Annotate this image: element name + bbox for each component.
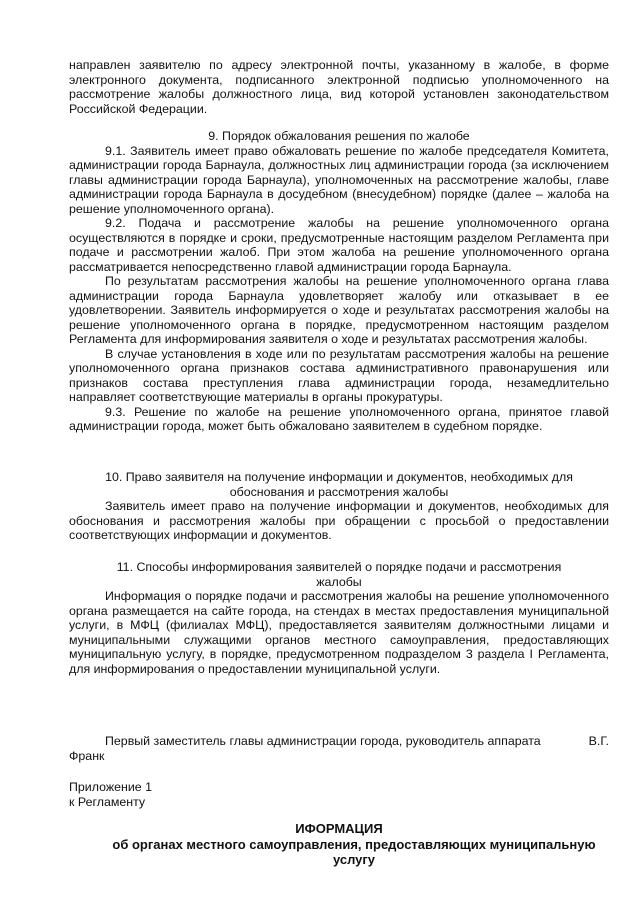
info-subtitle: об органах местного самоуправления, предоставляющих муниципальную услугу <box>112 836 596 867</box>
signature-position: Первый заместитель главы администрации города, руководитель аппарата <box>105 734 541 748</box>
section-9-paragraph-1: 9.1. Заявитель имеет право обжаловать решение по жалобе председателя Комитета, администрации города Барнаула, должностных лиц администрации города (за исключением главы администрации города Барнаула), уполномоченных на рассмотрение жалобы, главе администрации города Барнаула в досудебном (внесудебном) порядке (далее – жалоба на решение уполномоченного органа). <box>69 143 609 216</box>
section-9-paragraph-3: По результатам рассмотрения жалобы на решение уполномоченного органа глава администрации города Барнаула удовлетворяет жалобу или отказывает в ее удовлетворении. Заявитель информируется о ходе и результатах рассмотрения жалобы на решение уполномоченного органа в порядке, предусмотренном настоящим разделом Регламента для информирования заявителя о ходе и результатах рассмотрения жалобы. <box>69 274 609 346</box>
info-block <box>69 822 609 867</box>
signature-surname: Франк <box>69 748 105 763</box>
appendix-line-1: Приложение 1 <box>69 780 153 794</box>
section-9-title: 9. Порядок обжалования решения по жалобе <box>208 129 470 143</box>
section-10 <box>69 470 609 543</box>
section-11-paragraph-1: Информация о порядке подачи и рассмотрения жалобы на решение уполномоченного органа размещается на сайте города, на стендах в местах предоставления муниципальной услуги, в МФЦ (филиалах МФЦ), предоставляется заявителям должностными лицами и муниципальными служащими органов местного самоуправления, предоставляющих муниципальную услугу, в порядке, предусмотренном подразделом 3 раздела I Регламента, для информирования о предоставлении муниципальной услуги. <box>69 589 609 676</box>
appendix-block <box>69 780 609 809</box>
intro-paragraph: направлен заявителю по адресу электронной почты, указанному в жалобе, в форме электронного документа, подписанного электронной подписью уполномоченного на рассмотрение жалобы должностного лица, вид которой установлен законодательством Российской Федерации. <box>69 58 609 116</box>
section-9-paragraph-4: В случае установления в ходе или по результатам рассмотрения жалобы на решение уполномоченного органа признаков состава административного правонарушения или признаков состава преступления глава администрации города, незамедлительно направляет соответствующие материалы в органы прокуратуры. <box>69 346 609 404</box>
section-11-title: 11. Способы информирования заявителей о порядке подачи и рассмотрения жалобы <box>116 560 562 589</box>
signature-line <box>69 734 609 749</box>
signature-initials: В.Г. <box>588 734 609 748</box>
appendix-line-2: к Регламенту <box>69 794 146 809</box>
signature-block <box>69 734 609 763</box>
section-10-title: 10. Право заявителя на получение информации и документов, необходимых для обоснования и рассмотрения жалобы <box>105 470 573 499</box>
section-11 <box>69 560 609 676</box>
section-10-paragraph-1: Заявитель имеет право на получение информации и документов, необходимых для обоснования и рассмотрения жалобы при обращении с просьбой о предоставлении соответствующих информации и документов. <box>69 499 609 542</box>
info-heading: ИФОРМАЦИЯ <box>295 821 383 836</box>
section-9-paragraph-5: 9.3. Решение по жалобе на решение уполномоченного органа, принятое главой администрации города, может быть обжаловано заявителем в судебном порядке. <box>69 404 609 433</box>
intro-block <box>69 58 609 116</box>
section-9-paragraph-2: 9.2. Подача и рассмотрение жалобы на решение уполномоченного органа осуществляются в порядке и сроки, предусмотренные настоящим разделом Регламента при подаче и рассмотрении жалоб. При этом жалоба на решение уполномоченного органа рассматривается непосредственно главой администрации города Барнаула. <box>69 216 609 274</box>
section-9 <box>69 129 609 434</box>
